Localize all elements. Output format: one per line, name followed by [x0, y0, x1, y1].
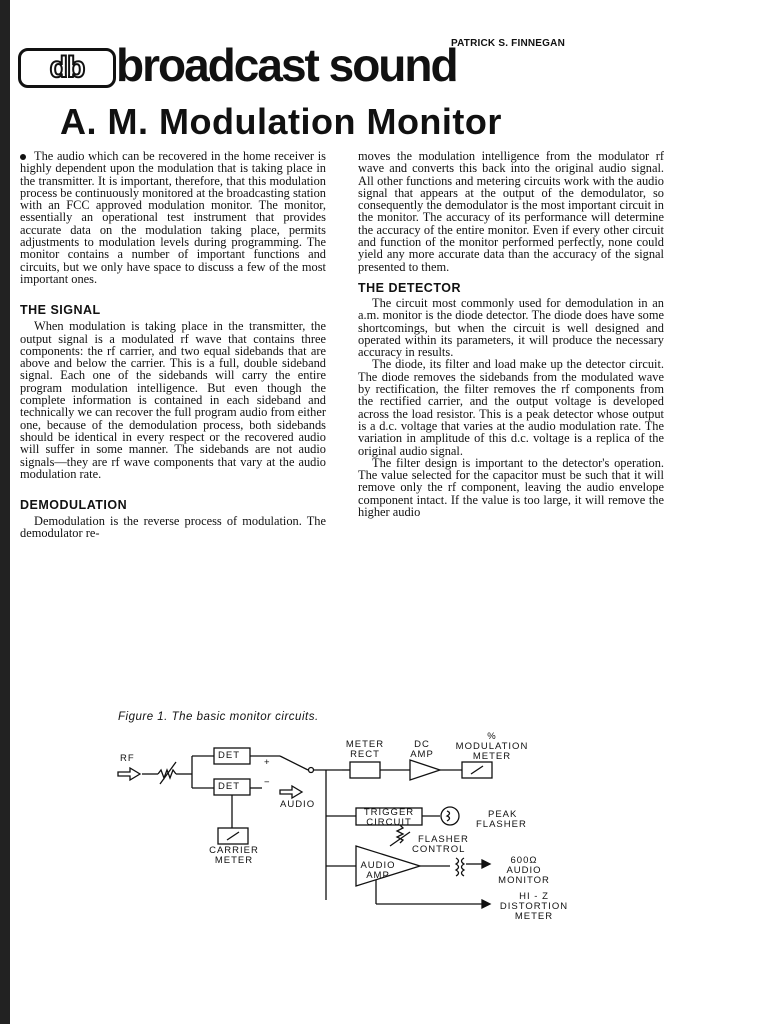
switch-icon — [280, 756, 308, 770]
label-meter-rect: METER RECT — [345, 739, 385, 760]
paragraph-demod-cont: moves the modulation intelligence from the modulator rf wave and converts this back into the original audio signal. All other functions and metering circuits work with the audio signal that appears at the output of the demodulator, so consequently the demodulator is the most important circuit in the monitor. The accuracy of its performance will determine the accuracy of the entire monitor. Even if every other circuit and function of the monitor performed perfectly, none could yield any more accurate data than the accuracy of the signal presented to them. — [358, 149, 664, 274]
rf-input-arrow-icon — [118, 768, 140, 780]
paragraph-detector-3: The filter design is important to the detector's operation. The value selected for the capacitor must be such that it will remove only the rf component, leaving the audio envelope component intact. If the value is too large, it will remove the higher audio — [358, 455, 664, 520]
audio-arrow-icon — [280, 786, 302, 798]
column-left — [20, 150, 326, 540]
transformer-icon — [456, 858, 459, 876]
heading-detector: THE DETECTOR — [358, 280, 461, 295]
circuit-diagram — [110, 732, 570, 932]
bullet-icon — [20, 154, 26, 160]
label-carrier-meter: CARRIER METER — [209, 845, 259, 866]
label-trigger-circuit: TRIGGER CIRCUIT — [363, 807, 415, 828]
heading-demodulation: DEMODULATION — [20, 498, 128, 513]
label-flasher-control: FLASHER CONTROL — [412, 834, 469, 855]
paragraph-detector-2: The diode, its filter and load make up the detector circuit. The diode removes the sidebands from the modulated wave by rectification, the filter removes the rf components from the rectified carrier, and the output voltage is developed across the load resistor. This is a peak detector whose output is a d.c. voltage that varies at the audio modulation rate. The variation in amplitude of this d.c. voltage is a replica of the original audio signal. — [358, 357, 664, 458]
column-right — [358, 150, 664, 518]
label-rf: RF — [120, 753, 135, 764]
label-audio-monitor: 600Ω AUDIO MONITOR — [498, 855, 550, 886]
author-byline: PATRICK S. FINNEGAN — [451, 38, 565, 49]
label-peak-flasher: PEAK FLASHER — [476, 809, 527, 830]
article-title: A. M. Modulation Monitor — [60, 101, 502, 142]
masthead — [18, 40, 618, 90]
heading-signal: THE SIGNAL — [20, 303, 101, 318]
brand-title: broadcast sound — [116, 39, 457, 91]
db-logo-text: db — [49, 51, 85, 84]
paragraph-demodulation: Demodulation is the reverse process of modulation. The demodulator re- — [20, 514, 326, 541]
paragraph-intro: The audio which can be recovered in the home receiver is highly dependent upon the modulation that is taking place in the transmitter. It is important, therefore, that this modulation process be continuously monitored at the broadcasting station with an FCC approved modulation monitor. The monitor, essentially an operational test instrument that provides accurate data on the modulation taking place, permits adjustments to modulation levels during programming. The monitor contains a number of important functions and circuits, but we only have space to discuss a few of the most important ones. — [20, 149, 326, 286]
label-det-1: DET — [218, 750, 240, 761]
dc-amp-triangle — [410, 760, 440, 780]
meter-rect-box — [350, 762, 380, 778]
figure-caption: Figure 1. The basic monitor circuits. — [118, 711, 319, 723]
label-distortion-meter: HI - Z DISTORTION METER — [499, 891, 569, 922]
paragraph-signal: When modulation is taking place in the transmitter, the output signal is a modulated rf wave that contains three components: the rf carrier, and two equal sidebands that are above and below the carrier. This is a full, double sideband signal. Each one of the sidebands will carry the entire program modulation intelligence. But even though the complete information is contained in each sideband and technically we can recover the full program audio from either one, because of the demodulation process, both sidebands should be identical in every respect or the recovered audio will suffer in some manner. The sidebands are not audio signals—they are rf wave components that vary at the audio modulation rate. — [20, 319, 326, 481]
label-minus: − — [264, 777, 271, 788]
label-dc-amp: DC AMP — [410, 739, 434, 760]
label-audio-amp: AUDIO AMP — [360, 860, 396, 881]
paragraph-detector-1: The circuit most commonly used for demodulation in an a.m. monitor is the diode detector. The diode does have some shortcomings, but when the circuit is well designed and operated within its parameters, it will produce the necessary accuracy in results. — [358, 295, 664, 360]
label-det-2: DET — [218, 781, 240, 792]
peak-flasher-icon — [441, 807, 459, 825]
label-plus: + — [264, 757, 271, 768]
db-logo — [18, 48, 116, 88]
label-mod-meter: % MODULATION METER — [455, 731, 529, 762]
page-edge — [0, 0, 10, 1024]
label-audio: AUDIO — [280, 799, 316, 810]
